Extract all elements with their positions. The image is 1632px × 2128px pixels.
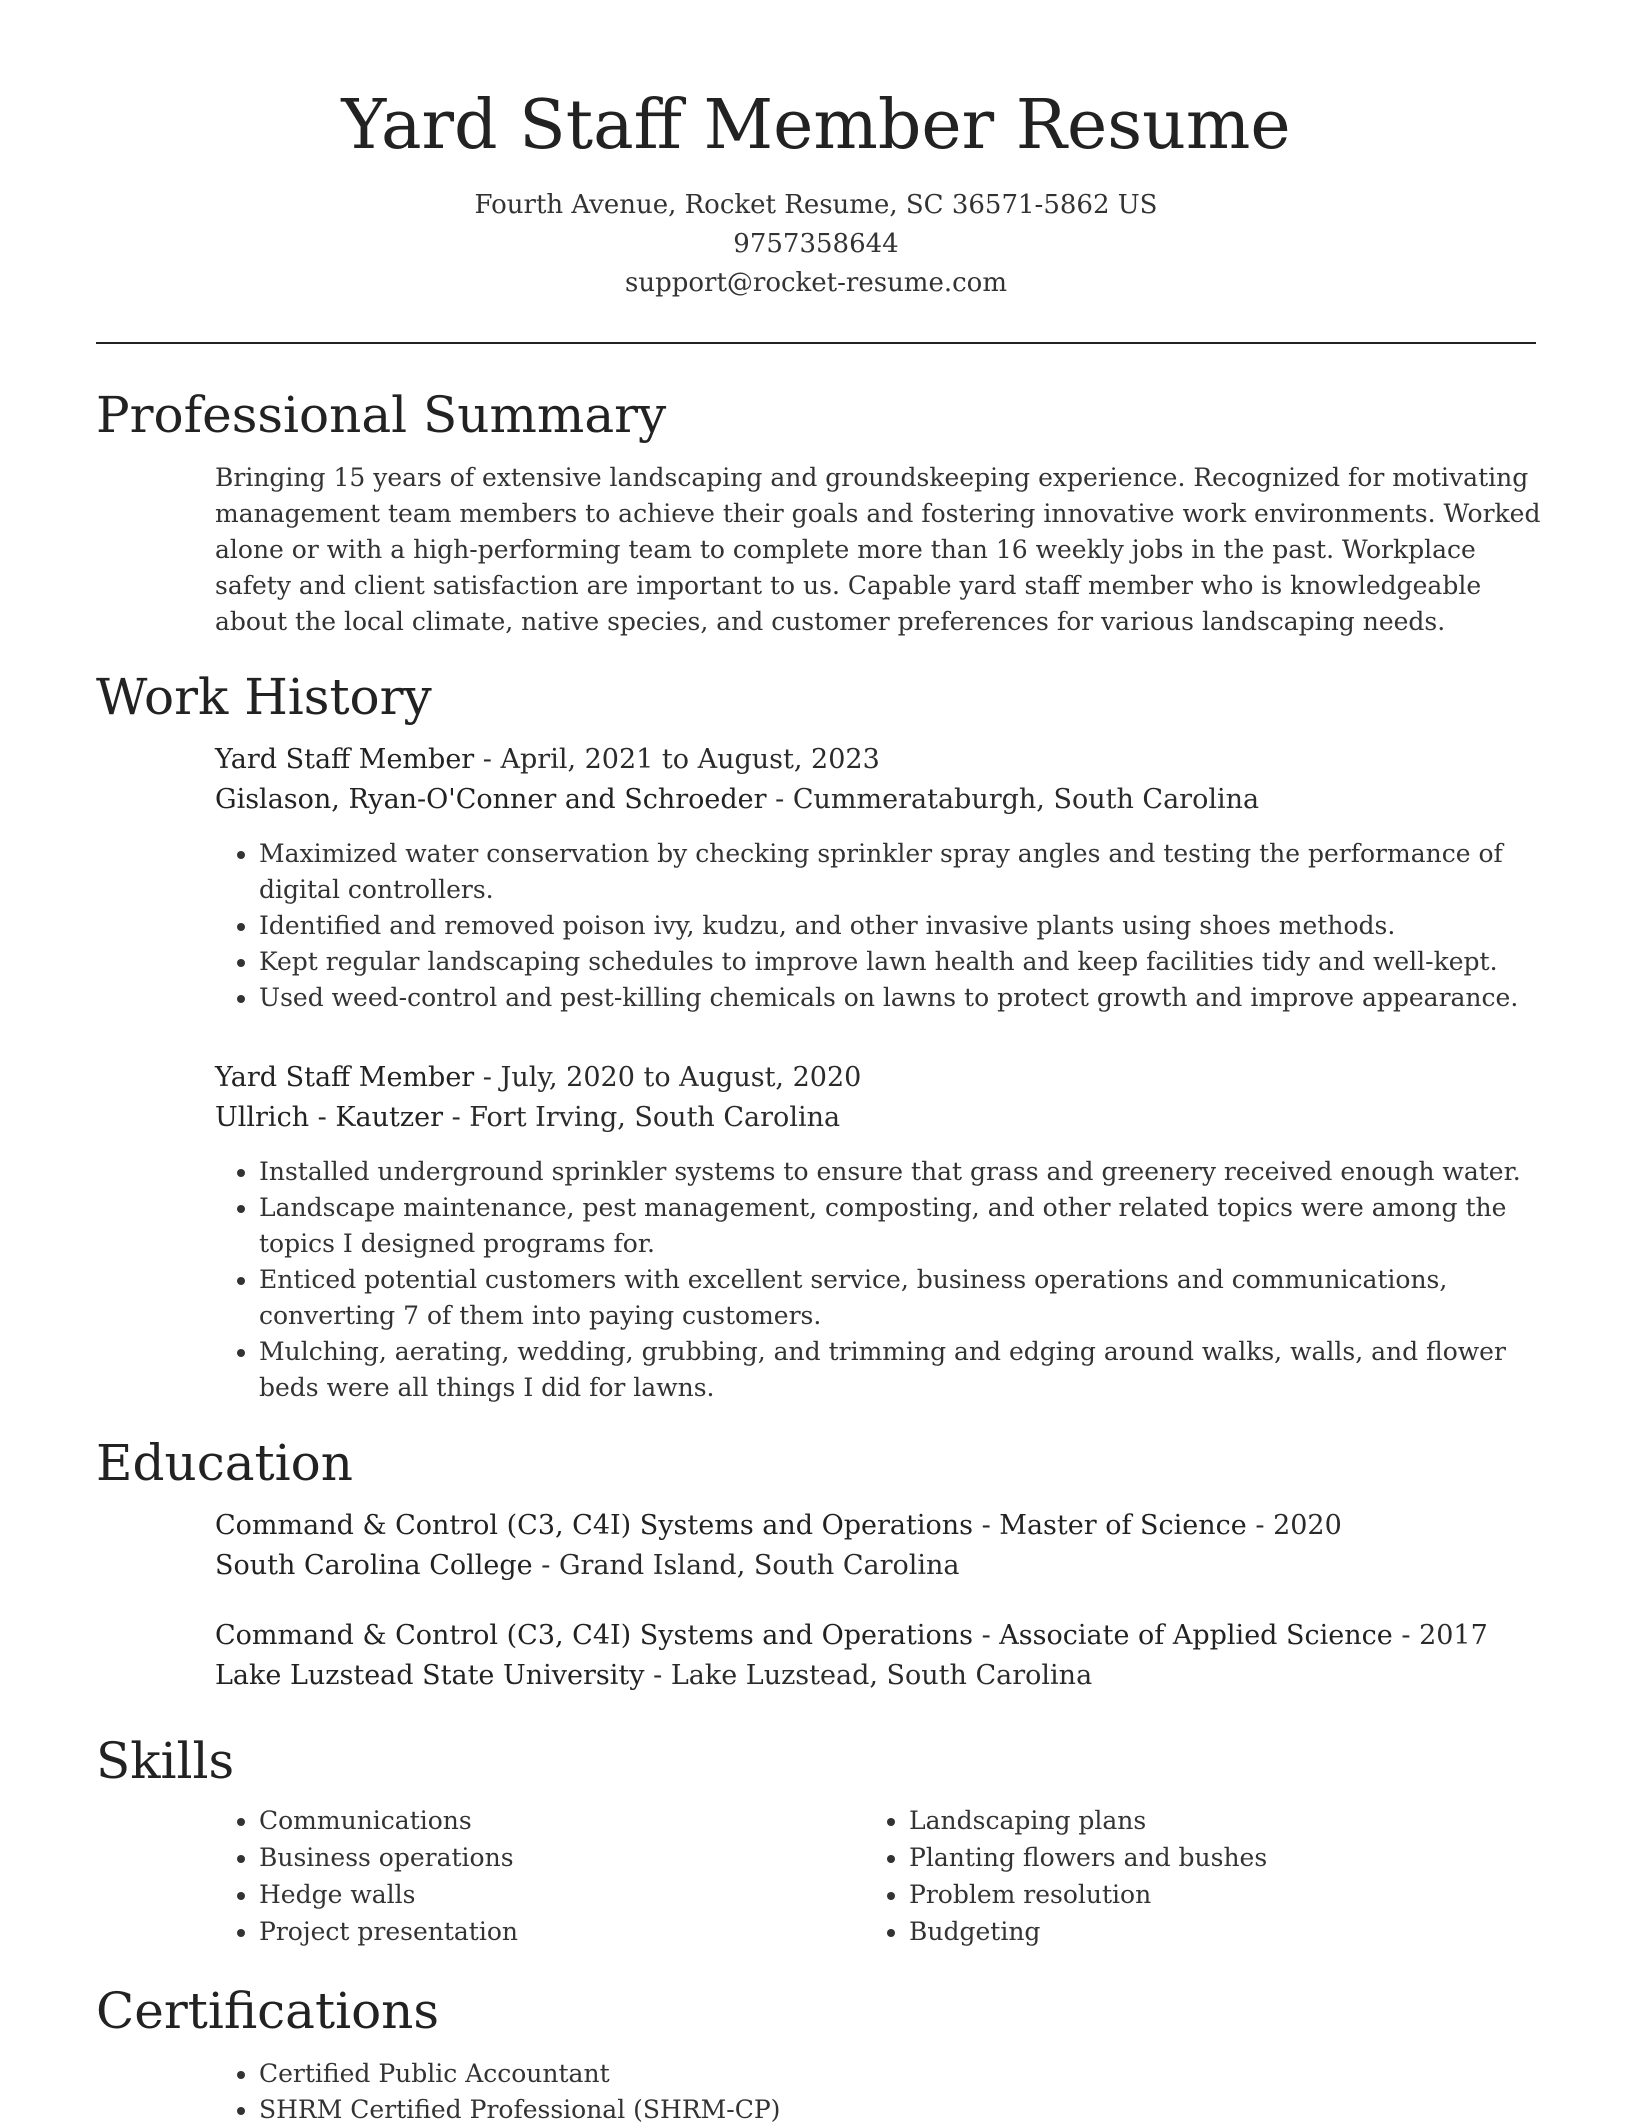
- skills-section: [96, 1726, 1536, 1950]
- job-title-line: [215, 1058, 1550, 1098]
- separator: -: [766, 784, 793, 815]
- separator: -: [1392, 1620, 1420, 1651]
- list-item: • Installed underground sprinkler systems to ensure that grass and greenery received enough water.: [259, 1154, 1550, 1190]
- separator: -: [973, 1620, 1000, 1651]
- job-company-line: [215, 1098, 1550, 1138]
- education-entry: [215, 1616, 1550, 1696]
- degree-field: Command & Control (C3, C4I) Systems and Operations: [215, 1510, 973, 1541]
- list-item: • Enticed potential customers with excellent service, business operations and communications, converting 7 of them into paying customers.: [259, 1262, 1550, 1334]
- job-bullets: [215, 1154, 1550, 1406]
- school-name: South Carolina College: [215, 1550, 533, 1581]
- list-item: • Kept regular landscaping schedules to improve lawn health and keep facilities tidy and well-kept.: [259, 944, 1550, 980]
- list-item: • Planting flowers and bushes: [909, 1839, 1515, 1876]
- job-dates: July, 2020 to August, 2020: [500, 1062, 862, 1093]
- summary-heading: Professional Summary: [96, 386, 667, 444]
- job-location: Cummerataburgh, South Carolina: [792, 784, 1260, 815]
- list-item: • Hedge walls: [259, 1876, 865, 1913]
- education-heading: Education: [96, 1434, 353, 1492]
- skills-column-right: [865, 1802, 1515, 1950]
- resume-title: Yard Staff Member Resume: [341, 86, 1291, 165]
- separator: -: [442, 1102, 470, 1133]
- school-line: [215, 1656, 1550, 1696]
- contact-block: [0, 186, 1632, 303]
- work-history-heading: Work History: [96, 668, 432, 726]
- degree-field: Command & Control (C3, C4I) Systems and Operations: [215, 1620, 973, 1651]
- job-company: Ullrich - Kautzer: [215, 1102, 443, 1133]
- skills-column-left: [215, 1802, 865, 1950]
- education-entry: [215, 1506, 1550, 1586]
- job-bullets: [215, 836, 1550, 1016]
- list-item: • Certified Public Accountant: [259, 2056, 1550, 2092]
- certifications-list: [215, 2056, 1550, 2128]
- school-location: Grand Island, South Carolina: [558, 1550, 960, 1581]
- job-role: Yard Staff Member: [215, 744, 475, 775]
- job-entry: [215, 1058, 1550, 1406]
- work-history-section: [96, 662, 1536, 1406]
- separator: -: [644, 1660, 671, 1691]
- contact-phone: 9757358644: [733, 229, 899, 259]
- list-item: • Budgeting: [909, 1913, 1515, 1950]
- separator: -: [1246, 1510, 1274, 1541]
- degree-year: 2020: [1273, 1510, 1342, 1541]
- list-item: • SHRM Certified Professional (SHRM-CP): [259, 2092, 1550, 2128]
- list-item: • Landscaping plans: [909, 1802, 1515, 1839]
- job-location: Fort Irving, South Carolina: [469, 1102, 841, 1133]
- list-item: • Identified and removed poison ivy, kudzu, and other invasive plants using shoes methods.: [259, 908, 1550, 944]
- resume-body: [96, 380, 1541, 2128]
- school-location: Lake Luzstead, South Carolina: [670, 1660, 1093, 1691]
- separator: -: [973, 1510, 1000, 1541]
- skills-grid: [215, 1802, 1550, 1950]
- job-company: Gislason, Ryan-O'Conner and Schroeder: [215, 784, 767, 815]
- job-company-line: [215, 780, 1550, 820]
- summary-section: [96, 380, 1541, 640]
- certifications-section: [96, 1976, 1536, 2128]
- list-item: • Landscape maintenance, pest management, composting, and other related topics were among the topics I designed programs for.: [259, 1190, 1550, 1262]
- list-item: • Maximized water conservation by checking sprinkler spray angles and testing the performance of digital controllers.: [259, 836, 1550, 908]
- list-item: • Business operations: [259, 1839, 865, 1876]
- degree-line: [215, 1616, 1550, 1656]
- degree-type: Master of Science: [999, 1510, 1247, 1541]
- job-dates: April, 2021 to August, 2023: [500, 744, 880, 775]
- school-name: Lake Luzstead State University: [215, 1660, 645, 1691]
- contact-email: support@rocket-resume.com: [624, 268, 1007, 298]
- list-item: • Project presentation: [259, 1913, 865, 1950]
- separator: -: [532, 1550, 559, 1581]
- education-section: [96, 1428, 1536, 1696]
- degree-line: [215, 1506, 1550, 1546]
- degree-type: Associate of Applied Science: [999, 1620, 1393, 1651]
- separator: -: [474, 1062, 501, 1093]
- contact-address: Fourth Avenue, Rocket Resume, SC 36571-5862 US: [474, 190, 1158, 220]
- job-entry: [215, 740, 1550, 1016]
- list-item: • Mulching, aerating, wedding, grubbing, and trimming and edging around walks, walls, and flower beds were all things I did for lawns.: [259, 1334, 1550, 1406]
- job-title-line: [215, 740, 1550, 780]
- skills-heading: Skills: [96, 1732, 235, 1790]
- summary-text: Bringing 15 years of extensive landscaping and groundskeeping experience. Recognized for motivating management team members to achieve their goals and fostering innovative work environments. Worked alone or with a high-performing team to complete more than 16 weekly jobs in the past. Workplace safety and client satisfaction are important to us. Capable yard staff member who is knowledgeable about the local climate, native species, and customer preferences for various landscaping needs.: [215, 463, 1541, 636]
- certifications-heading: Certifications: [96, 1982, 440, 2040]
- resume-header: [0, 0, 1632, 303]
- list-item: • Problem resolution: [909, 1876, 1515, 1913]
- header-divider: [96, 342, 1536, 344]
- separator: -: [474, 744, 501, 775]
- job-role: Yard Staff Member: [215, 1062, 475, 1093]
- list-item: • Used weed-control and pest-killing chemicals on lawns to protect growth and improve appearance.: [259, 980, 1550, 1016]
- school-line: [215, 1546, 1550, 1586]
- list-item: • Communications: [259, 1802, 865, 1839]
- degree-year: 2017: [1419, 1620, 1488, 1651]
